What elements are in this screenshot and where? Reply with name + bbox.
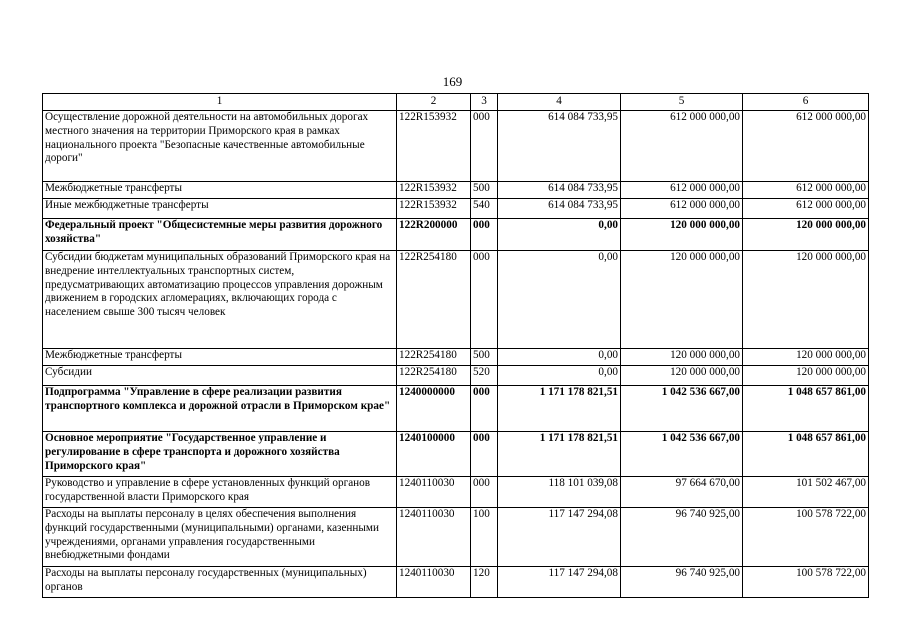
amount-col5-cell: 120 000 000,00: [621, 366, 743, 386]
code-cell: 122R200000: [397, 219, 471, 251]
amount-col6-cell: 120 000 000,00: [743, 251, 869, 349]
amount-col4-cell: 117 147 294,08: [498, 567, 621, 598]
type-cell: 500: [471, 182, 498, 199]
amount-col6-cell: 612 000 000,00: [743, 199, 869, 219]
table-header-row: [43, 94, 869, 111]
table-row: [43, 366, 869, 386]
amount-col6-cell: 101 502 467,00: [743, 477, 869, 508]
type-cell: 000: [471, 251, 498, 349]
name-cell: Расходы на выплаты персоналу в целях обеспечения выполнения функций государственными (муниципальными) органами, казенными учреждениями, органами управления государственными внебюджетными фондами: [43, 508, 397, 567]
table-row: [43, 251, 869, 349]
type-cell: 100: [471, 508, 498, 567]
amount-col4-cell: 1 171 178 821,51: [498, 432, 621, 477]
amount-col5-cell: 120 000 000,00: [621, 251, 743, 349]
type-cell: 000: [471, 432, 498, 477]
header-cell-2: 2: [397, 94, 471, 111]
code-cell: 122R153932: [397, 111, 471, 182]
amount-col4-cell: 117 147 294,08: [498, 508, 621, 567]
amount-col5-cell: 97 664 670,00: [621, 477, 743, 508]
name-cell: Субсидии: [43, 366, 397, 386]
name-cell: Расходы на выплаты персоналу государственных (муниципальных) органов: [43, 567, 397, 598]
type-cell: 520: [471, 366, 498, 386]
budget-table: [42, 93, 869, 598]
amount-col6-cell: 120 000 000,00: [743, 219, 869, 251]
code-cell: 1240110030: [397, 567, 471, 598]
name-cell: Основное мероприятие "Государственное управление и регулирование в сфере транспорта и дорожного хозяйства Приморского края": [43, 432, 397, 477]
name-cell: Подпрограмма "Управление в сфере реализации развития транспортного комплекса и дорожной отрасли в Приморском крае": [43, 386, 397, 432]
table-row: [43, 432, 869, 477]
amount-col6-cell: 120 000 000,00: [743, 349, 869, 366]
amount-col5-cell: 1 042 536 667,00: [621, 432, 743, 477]
amount-col5-cell: 120 000 000,00: [621, 349, 743, 366]
code-cell: 1240000000: [397, 386, 471, 432]
code-cell: 1240110030: [397, 477, 471, 508]
type-cell: 540: [471, 199, 498, 219]
amount-col6-cell: 612 000 000,00: [743, 182, 869, 199]
amount-col4-cell: 614 084 733,95: [498, 111, 621, 182]
name-cell: Межбюджетные трансферты: [43, 349, 397, 366]
type-cell: 000: [471, 477, 498, 508]
name-cell: Федеральный проект "Общесистемные меры развития дорожного хозяйства": [43, 219, 397, 251]
type-cell: 500: [471, 349, 498, 366]
code-cell: 122R153932: [397, 182, 471, 199]
amount-col4-cell: 118 101 039,08: [498, 477, 621, 508]
table-row: [43, 182, 869, 199]
code-cell: 1240100000: [397, 432, 471, 477]
name-cell: Руководство и управление в сфере установленных функций органов государственной власти Приморского края: [43, 477, 397, 508]
amount-col6-cell: 120 000 000,00: [743, 366, 869, 386]
amount-col5-cell: 612 000 000,00: [621, 182, 743, 199]
header-cell-3: 3: [471, 94, 498, 111]
header-cell-4: 4: [498, 94, 621, 111]
amount-col6-cell: 1 048 657 861,00: [743, 432, 869, 477]
name-cell: Субсидии бюджетам муниципальных образований Приморского края на внедрение интеллектуальных транспортных систем, предусматривающих автоматизацию процессов управления дорожным движением в городских агломерациях, включающих города с населением свыше 300 тысяч человек: [43, 251, 397, 349]
table-row: [43, 349, 869, 366]
type-cell: 120: [471, 567, 498, 598]
amount-col5-cell: 612 000 000,00: [621, 111, 743, 182]
table-row: [43, 567, 869, 598]
name-cell: Осуществление дорожной деятельности на автомобильных дорогах местного значения на территории Приморского края в рамках национального проекта "Безопасные качественные автомобильные дороги": [43, 111, 397, 182]
amount-col6-cell: 612 000 000,00: [743, 111, 869, 182]
header-cell-6: 6: [743, 94, 869, 111]
table-row: [43, 477, 869, 508]
code-cell: 1240110030: [397, 508, 471, 567]
budget-table-body: [43, 94, 869, 598]
amount-col4-cell: 0,00: [498, 251, 621, 349]
table-row: [43, 508, 869, 567]
table-row: [43, 386, 869, 432]
code-cell: 122R153932: [397, 199, 471, 219]
name-cell: Иные межбюджетные трансферты: [43, 199, 397, 219]
amount-col6-cell: 100 578 722,00: [743, 567, 869, 598]
amount-col5-cell: 120 000 000,00: [621, 219, 743, 251]
amount-col5-cell: 612 000 000,00: [621, 199, 743, 219]
amount-col4-cell: 0,00: [498, 349, 621, 366]
header-cell-1: 1: [43, 94, 397, 111]
code-cell: 122R254180: [397, 349, 471, 366]
header-cell-5: 5: [621, 94, 743, 111]
code-cell: 122R254180: [397, 366, 471, 386]
page-number: 169: [442, 74, 463, 89]
amount-col6-cell: 1 048 657 861,00: [743, 386, 869, 432]
amount-col6-cell: 100 578 722,00: [743, 508, 869, 567]
amount-col5-cell: 96 740 925,00: [621, 567, 743, 598]
amount-col4-cell: 0,00: [498, 219, 621, 251]
table-row: [43, 111, 869, 182]
name-cell: Межбюджетные трансферты: [43, 182, 397, 199]
amount-col5-cell: 96 740 925,00: [621, 508, 743, 567]
type-cell: 000: [471, 386, 498, 432]
table-row: [43, 219, 869, 251]
amount-col4-cell: 614 084 733,95: [498, 182, 621, 199]
table-row: [43, 199, 869, 219]
type-cell: 000: [471, 219, 498, 251]
amount-col5-cell: 1 042 536 667,00: [621, 386, 743, 432]
type-cell: 000: [471, 111, 498, 182]
amount-col4-cell: 614 084 733,95: [498, 199, 621, 219]
amount-col4-cell: 0,00: [498, 366, 621, 386]
code-cell: 122R254180: [397, 251, 471, 349]
amount-col4-cell: 1 171 178 821,51: [498, 386, 621, 432]
